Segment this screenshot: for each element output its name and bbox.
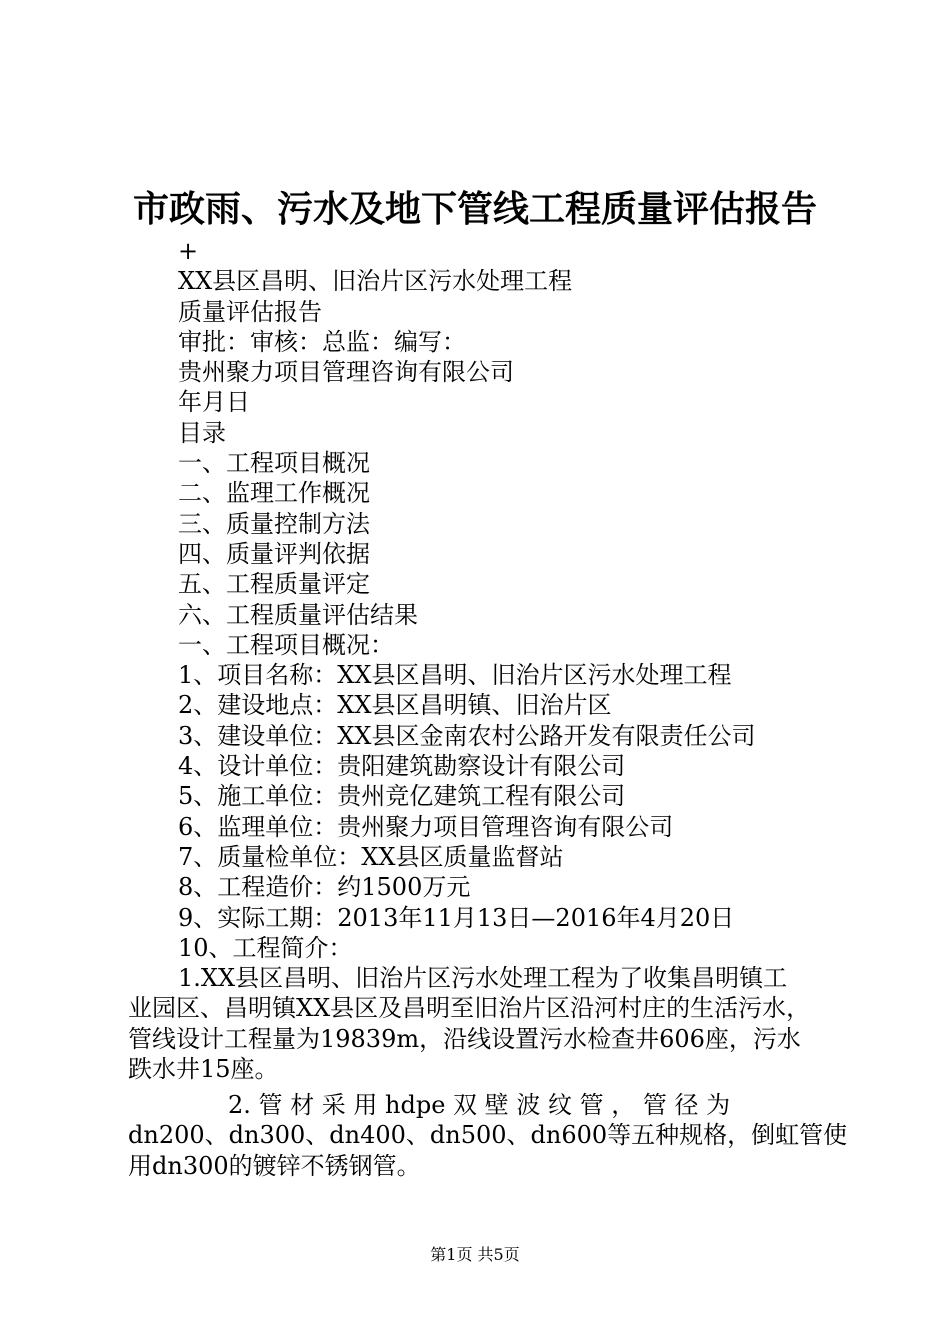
document-title: 市政雨、污水及地下管线工程质量评估报告 [132,188,817,230]
info-item: 8、工程造价：约1500万元 [178,873,471,902]
info-item: 7、质量检单位：XX县区质量监督站 [178,842,564,871]
paragraph-line: dn200、dn300、dn400、dn500、dn600等五种规格，倒虹管使 [128,1121,848,1150]
paragraph-line: 用dn300的镀锌不锈钢管。 [128,1151,421,1180]
paragraph-line: 业园区、昌明镇XX县区及昌明至旧治片区沿河村庄的生活污水， [128,994,811,1023]
section-heading: 一、工程项目概况： [178,630,394,659]
page-footer: 第1页 共5页 [430,1245,520,1264]
info-item: 2、建设地点：XX县区昌明镇、旧治片区 [178,691,612,720]
text-line: + [178,237,199,265]
paragraph-line: 跌水井15座。 [128,1054,279,1083]
info-item: 9、实际工期：2013年11月13日—2016年4月20日 [178,903,735,932]
project-name-line: XX县区昌明、旧治片区污水处理工程 [178,267,573,296]
info-item: 1、项目名称：XX县区昌明、旧治片区污水处理工程 [178,661,732,690]
toc-item: 三、质量控制方法 [178,509,370,538]
paragraph-line: 1.XX县区昌明、旧治片区污水处理工程为了收集昌明镇工 [178,964,788,992]
company-line: 贵州聚力项目管理咨询有限公司 [178,358,514,387]
info-item: 5、施工单位：贵州竞亿建筑工程有限公司 [178,782,626,811]
paragraph-line: 2. 管 材 采 用 hdpe 双 壁 波 纹 管 ， 管 径 为 [228,1091,731,1119]
toc-heading: 目录 [178,418,226,447]
date-line: 年月日 [178,388,250,417]
report-subtitle: 质量评估报告 [178,297,322,326]
info-item: 3、建设单位：XX县区金南农村公路开发有限责任公司 [178,721,756,750]
toc-item: 六、工程质量评估结果 [178,600,418,629]
info-item: 4、设计单位：贵阳建筑勘察设计有限公司 [178,752,626,781]
document-lines [178,236,838,963]
paragraph-2 [128,1090,848,1181]
toc-item: 一、工程项目概况 [178,449,370,478]
toc-item: 二、监理工作概况 [178,479,370,508]
signature-line: 审批：审核：总监：编写： [178,327,466,356]
toc-item: 五、工程质量评定 [178,570,370,599]
paragraph-1 [128,963,830,1084]
paragraph-line: 管线设计工程量为19839m，沿线设置污水检查井606座，污水 [128,1024,801,1053]
info-item: 6、监理单位：贵州聚力项目管理咨询有限公司 [178,812,674,841]
toc-item: 四、质量评判依据 [178,539,370,568]
info-item: 10、工程简介： [178,933,353,962]
